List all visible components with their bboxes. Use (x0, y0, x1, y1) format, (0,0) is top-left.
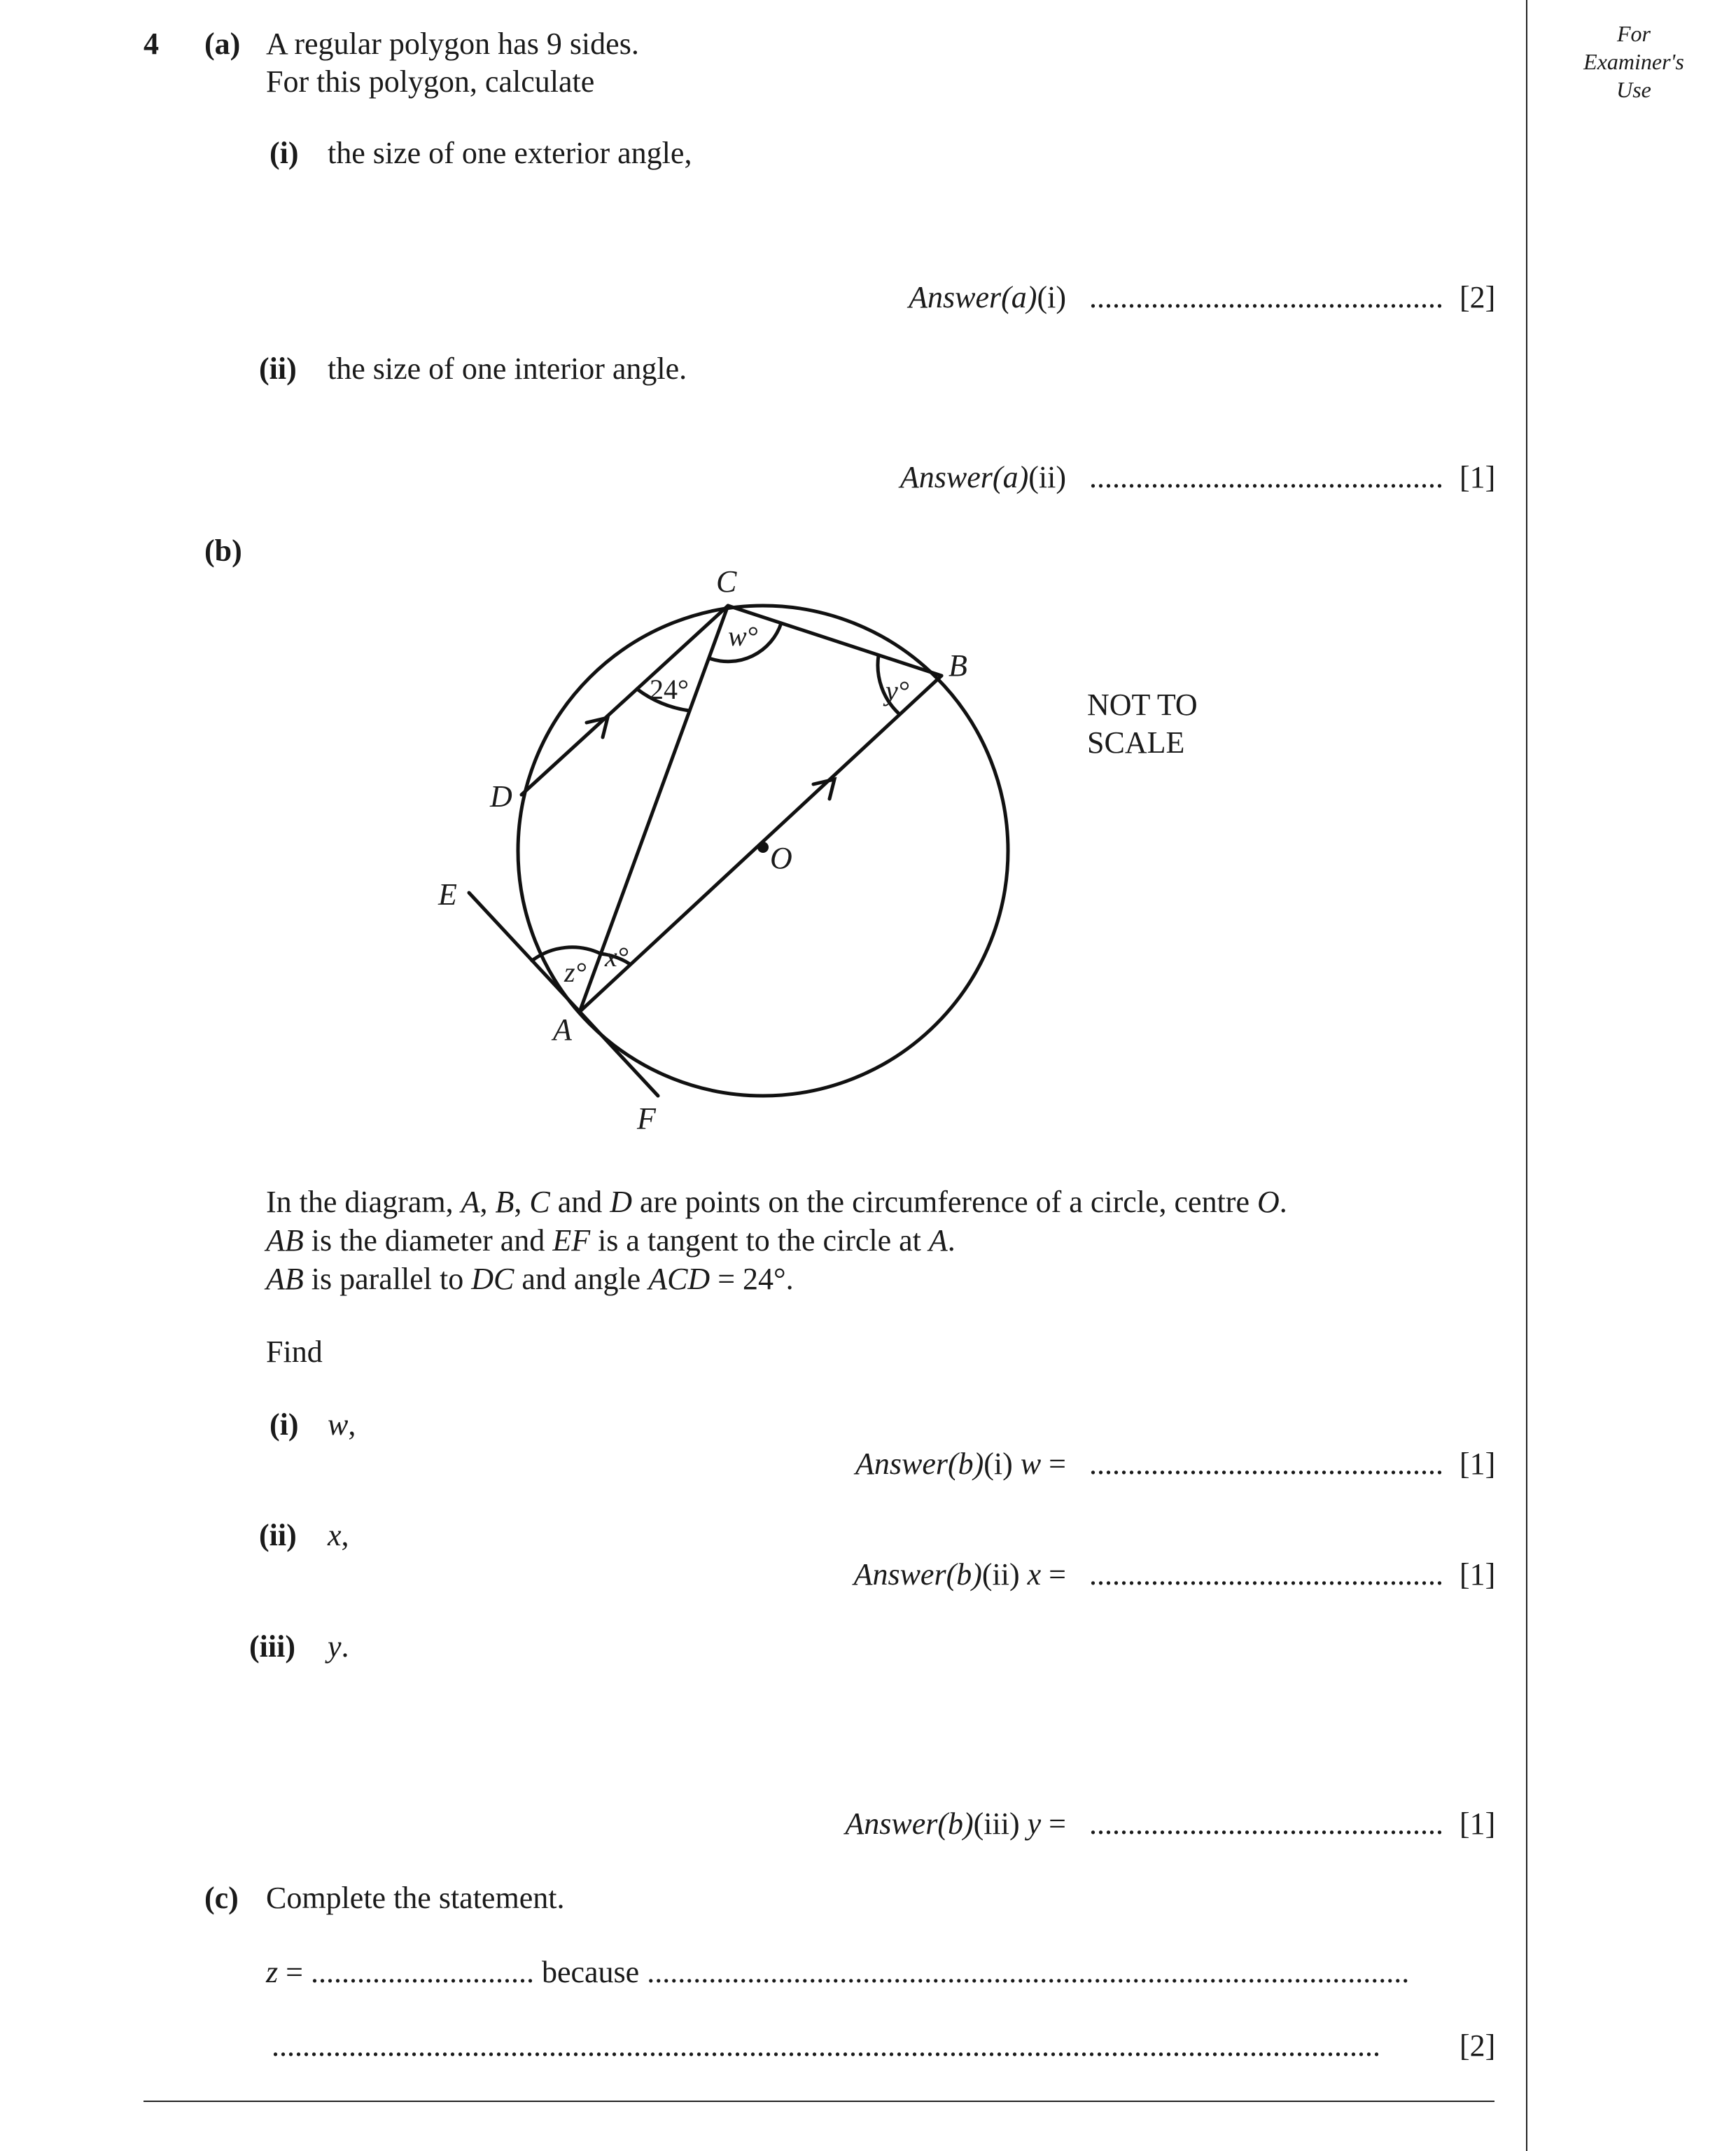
question-number: 4 (144, 27, 159, 61)
mark-a-ii: [1] (1460, 460, 1496, 494)
answer-b-ii (854, 1556, 1443, 1594)
bottom-rule (144, 2101, 1494, 2102)
answer-a-i-field[interactable]: .............................................. (1089, 280, 1443, 314)
angle-label-24: 24° (650, 674, 689, 705)
answer-eq: = (1041, 1557, 1066, 1592)
centre-point (757, 842, 769, 853)
answer-label: Answer(b) (845, 1807, 974, 1841)
stmt-angle: ACD (648, 1262, 710, 1296)
var: x (328, 1518, 342, 1552)
part-b-label: (b) (204, 534, 242, 568)
part-b-statement-2 (266, 1222, 955, 1260)
answer-eq: = (1041, 1807, 1066, 1841)
part-b-iii-var (328, 1628, 349, 1666)
answer-label-part: (i) (983, 1447, 1021, 1481)
part-a-ii-text: the size of one interior angle. (328, 351, 687, 386)
answer-label-part: (ii) (981, 1557, 1028, 1592)
stmt-text: and angle (514, 1262, 649, 1296)
z-value-field[interactable]: ............................. (310, 1955, 534, 1989)
part-b-statement-3 (266, 1260, 794, 1298)
part-b-iii-label: (iii) (249, 1629, 295, 1664)
mark-b-ii: [1] (1460, 1557, 1496, 1592)
label-f: F (637, 1101, 656, 1136)
angle-label-z: z° (564, 956, 587, 988)
sep: , (341, 1518, 349, 1552)
stmt-point: A (928, 1223, 948, 1258)
stmt-segment: EF (552, 1223, 591, 1258)
answer-var: y (1027, 1807, 1042, 1841)
label-d: D (490, 779, 512, 814)
stmt-text: is a tangent to the circle at (590, 1223, 929, 1258)
stmt-point: C (529, 1185, 550, 1219)
stmt-point: A (461, 1185, 480, 1219)
find-label: Find (266, 1335, 323, 1369)
reason-field-line2[interactable]: ................................................................................................................................................ (272, 2028, 1380, 2063)
answer-label-part: (i) (1037, 280, 1066, 314)
answer-label: Answer(b) (853, 1557, 982, 1592)
stmt-point: O (1257, 1185, 1280, 1219)
mark-c: [2] (1460, 2028, 1496, 2063)
mark-a-i: [2] (1460, 280, 1496, 314)
answer-label-part: (ii) (1028, 460, 1066, 494)
stmt-text: . (1279, 1185, 1287, 1219)
answer-label-part: (iii) (973, 1807, 1028, 1841)
part-c-statement-line1 (266, 1954, 1409, 1991)
label-a: A (553, 1012, 572, 1047)
answer-var: x (1027, 1557, 1042, 1592)
sep: , (348, 1407, 356, 1442)
reason-field-line1[interactable]: ................................................................................................... (647, 1955, 1410, 1989)
answer-label: Answer(a) (909, 280, 1037, 314)
answer-b-iii (845, 1805, 1443, 1843)
stmt-text: , (514, 1185, 530, 1219)
sep: . (341, 1629, 349, 1664)
stmt-text: = 24°. (710, 1262, 794, 1296)
part-a-ii-label: (ii) (259, 351, 297, 386)
part-a-line1: A regular polygon has 9 sides. (266, 27, 639, 61)
stmt-text: is the diameter and (303, 1223, 553, 1258)
not-to-scale-line2: SCALE (1087, 725, 1185, 760)
var: y (328, 1629, 342, 1664)
answer-label: Answer(a) (899, 460, 1029, 494)
stmt-segment: DC (471, 1262, 514, 1296)
z-eq: = (278, 1955, 311, 1989)
part-c-label: (c) (204, 1881, 239, 1915)
stmt-text: , (479, 1185, 496, 1219)
part-c-text: Complete the statement. (266, 1881, 565, 1915)
part-b-ii-label: (ii) (259, 1518, 297, 1552)
stmt-point: D (610, 1185, 633, 1219)
not-to-scale-line1: NOT TO (1087, 688, 1198, 722)
stmt-point: B (495, 1185, 514, 1219)
examiner-header-line: For (1617, 21, 1651, 46)
chord-cd (522, 606, 728, 795)
part-a-i-text: the size of one exterior angle, (328, 136, 692, 170)
part-a-label: (a) (204, 27, 241, 61)
stmt-text: is parallel to (303, 1262, 472, 1296)
label-c: C (716, 564, 737, 599)
mark-b-iii: [1] (1460, 1807, 1496, 1841)
part-b-i-var (328, 1406, 356, 1444)
answer-b-i-field[interactable]: .............................................. (1089, 1447, 1443, 1481)
examiner-header-line: Examiner's (1583, 49, 1684, 74)
label-e: E (438, 877, 457, 912)
z-var: z (266, 1955, 279, 1989)
answer-label: Answer(b) (855, 1447, 984, 1481)
stmt-text: and (550, 1185, 610, 1219)
stmt-text: . (947, 1223, 955, 1258)
angle-label-y: y° (886, 675, 909, 706)
part-b-statement-1 (266, 1183, 1287, 1221)
parallel-arrow-ab (813, 779, 834, 799)
var: w (328, 1407, 349, 1442)
label-b: B (948, 648, 967, 683)
stmt-text: In the diagram, (266, 1185, 461, 1219)
stmt-text: are points on the circumference of a circle, centre (632, 1185, 1257, 1219)
angle-label-w: w° (728, 620, 758, 652)
part-b-ii-var (328, 1517, 349, 1554)
tangent-ef (469, 893, 658, 1096)
answer-b-i (855, 1445, 1443, 1483)
answer-eq: = (1041, 1447, 1066, 1481)
mark-b-i: [1] (1460, 1447, 1496, 1481)
label-o: O (770, 841, 792, 875)
answer-b-ii-field[interactable]: .............................................. (1089, 1557, 1443, 1592)
angle-label-x: x° (605, 941, 629, 973)
because-label: because (541, 1955, 640, 1989)
answer-var: w (1020, 1447, 1042, 1481)
part-a-line2: For this polygon, calculate (266, 64, 595, 99)
answer-a-ii-field[interactable]: .............................................. (1089, 460, 1443, 494)
answer-b-iii-field[interactable]: .............................................. (1089, 1807, 1443, 1841)
part-b-i-label: (i) (270, 1407, 299, 1442)
stmt-segment: AB (266, 1262, 304, 1296)
examiner-header-line: Use (1616, 77, 1651, 102)
part-a-i-label: (i) (270, 136, 299, 170)
stmt-segment: AB (266, 1223, 304, 1258)
